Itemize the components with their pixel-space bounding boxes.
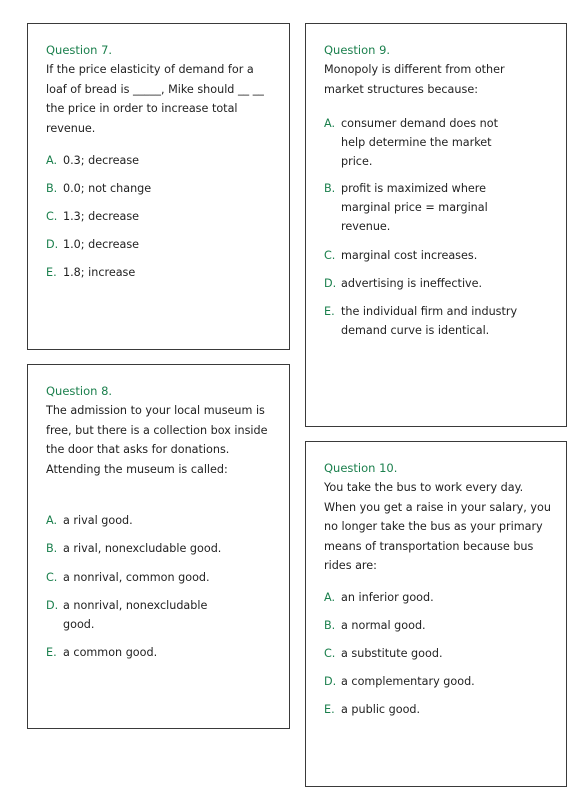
option-letter: B. bbox=[46, 182, 58, 195]
question-9-option-b[interactable] bbox=[324, 179, 524, 236]
option-text: 1.3; decrease bbox=[63, 210, 140, 223]
question-9-card bbox=[305, 23, 567, 427]
option-text: marginal cost increases. bbox=[341, 249, 478, 262]
option-text: a substitute good. bbox=[341, 647, 443, 660]
question-7-stem: If the price elasticity of demand for a loaf of bread is _____, Mike should __ __ the price in order to increase total revenue. bbox=[46, 63, 264, 135]
question-9-option-a[interactable] bbox=[324, 114, 524, 171]
option-text: a public good. bbox=[341, 703, 421, 716]
option-text: a nonrival, nonexcludable good. bbox=[63, 599, 208, 631]
option-text: a rival, nonexcludable good. bbox=[63, 542, 222, 555]
option-letter: A. bbox=[324, 591, 336, 604]
question-7-option-d[interactable] bbox=[46, 235, 271, 254]
option-letter: A. bbox=[324, 117, 336, 130]
option-letter: D. bbox=[324, 675, 337, 688]
option-text: a complementary good. bbox=[341, 675, 475, 688]
question-9-option-e[interactable] bbox=[324, 302, 524, 340]
question-8-option-c[interactable] bbox=[46, 568, 256, 587]
question-9-stem: Monopoly is different from other market structures because: bbox=[324, 63, 505, 96]
question-7-option-a[interactable] bbox=[46, 151, 271, 170]
question-10-option-b[interactable] bbox=[324, 616, 544, 635]
option-text: 0.0; not change bbox=[63, 182, 152, 195]
question-7-option-c[interactable] bbox=[46, 207, 271, 226]
question-10-option-c[interactable] bbox=[324, 644, 544, 663]
question-10-stem: You take the bus to work every day. When you get a raise in your salary, you no longer take the bus as your primary means of transportation because bus rides are: bbox=[324, 481, 551, 572]
option-letter: D. bbox=[46, 238, 59, 251]
question-8-title: Question 8. bbox=[46, 384, 113, 398]
option-letter: E. bbox=[324, 703, 335, 716]
option-text: a normal good. bbox=[341, 619, 426, 632]
question-10-title: Question 10. bbox=[324, 461, 398, 475]
option-text: the individual firm and industry demand curve is identical. bbox=[341, 305, 518, 337]
option-letter: E. bbox=[46, 646, 57, 659]
question-10-option-d[interactable] bbox=[324, 672, 544, 691]
option-letter: C. bbox=[324, 647, 336, 660]
question-8-option-a[interactable] bbox=[46, 511, 226, 530]
question-10-option-a[interactable] bbox=[324, 588, 544, 607]
question-9-option-c[interactable] bbox=[324, 246, 544, 265]
option-text: 1.0; decrease bbox=[63, 238, 140, 251]
question-10-option-e[interactable] bbox=[324, 700, 544, 719]
question-7-option-e[interactable] bbox=[46, 263, 271, 282]
option-text: 0.3; decrease bbox=[63, 154, 140, 167]
question-9-option-d[interactable] bbox=[324, 274, 544, 293]
question-10-card bbox=[305, 441, 567, 787]
option-letter: D. bbox=[324, 277, 337, 290]
option-letter: A. bbox=[46, 154, 58, 167]
question-7-title: Question 7. bbox=[46, 43, 113, 57]
question-8-option-d[interactable] bbox=[46, 596, 226, 634]
option-text: 1.8; increase bbox=[63, 266, 136, 279]
question-8-stem: The admission to your local museum is free, but there is a collection box inside the door that asks for donations. Attending the museum is called: bbox=[46, 404, 268, 476]
question-8-option-b[interactable] bbox=[46, 539, 256, 558]
question-7-card bbox=[27, 23, 290, 350]
option-text: consumer demand does not help determine the market price. bbox=[341, 117, 498, 168]
option-text: a rival good. bbox=[63, 514, 133, 527]
option-letter: C. bbox=[46, 571, 58, 584]
option-letter: B. bbox=[324, 619, 336, 632]
option-letter: C. bbox=[324, 249, 336, 262]
option-letter: E. bbox=[324, 305, 335, 318]
option-letter: A. bbox=[46, 514, 58, 527]
option-text: a nonrival, common good. bbox=[63, 571, 210, 584]
question-9-title: Question 9. bbox=[324, 43, 391, 57]
option-text: advertising is ineffective. bbox=[341, 277, 483, 290]
question-8-option-e[interactable] bbox=[46, 643, 226, 662]
option-letter: E. bbox=[46, 266, 57, 279]
question-7-option-b[interactable] bbox=[46, 179, 271, 198]
option-letter: B. bbox=[46, 542, 58, 555]
question-8-card bbox=[27, 364, 290, 729]
option-letter: C. bbox=[46, 210, 58, 223]
option-text: profit is maximized where marginal price = marginal revenue. bbox=[341, 182, 488, 233]
option-text: a common good. bbox=[63, 646, 158, 659]
option-letter: B. bbox=[324, 182, 336, 195]
option-text: an inferior good. bbox=[341, 591, 434, 604]
option-letter: D. bbox=[46, 599, 59, 612]
